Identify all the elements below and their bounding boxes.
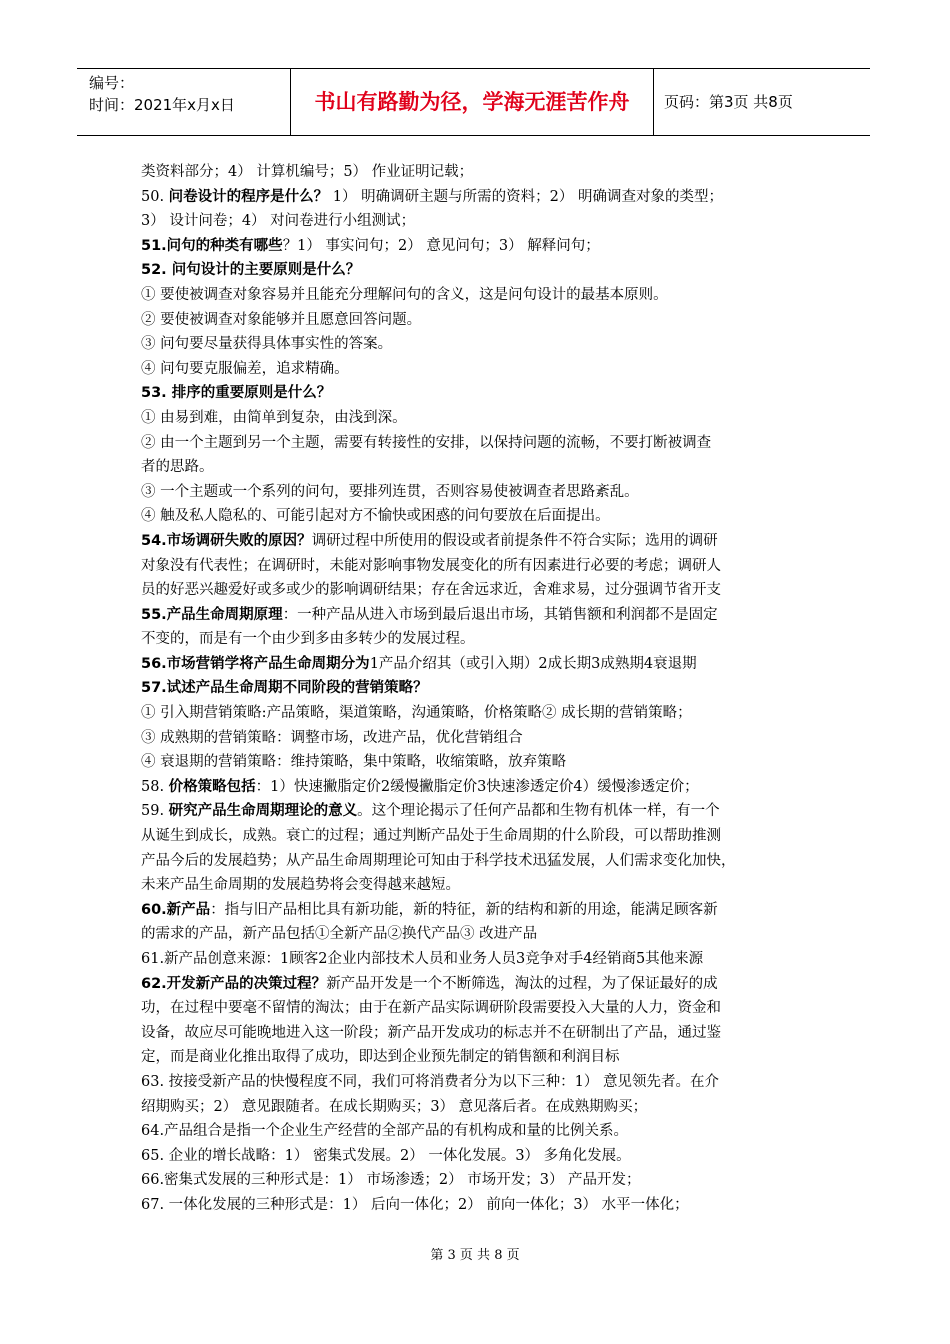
text-line [141,898,831,923]
body-text: ④ 衰退期的营销策略：维持策略，集中策略，收缩策略，放弃策略 [141,754,567,771]
body-text: 58. [141,778,169,795]
text-line [141,185,831,210]
body-text: 50. [141,188,169,205]
body-text: 66.密集式发展的三种形式是：1） 市场渗透；2） 市场开发；3） 产品开发； [141,1172,641,1189]
text-line [141,1144,831,1169]
text-line [141,529,831,554]
body-text: 65. 企业的增长战略：1） 密集式发展。2） 一体化发展。3） 多角化发展。 [141,1147,631,1164]
bold-heading: 53. 排序的重要原则是什么？ [141,385,332,402]
text-line [141,750,831,775]
bold-heading: 51.问句的种类有哪些 [141,237,283,254]
text-line [141,799,831,824]
body-text: ② 要使被调查对象能够并且愿意回答问题。 [141,311,422,328]
document-body [141,160,831,1218]
body-text: ③ 一个主题或一个系列的问句，要排列连贯，否则容易使被调查者思路紊乱。 [141,483,639,500]
body-text: 从诞生到成长，成熟。衰亡的过程；通过判断产品处于生命周期的什么阶段，可以帮助推测 [141,828,721,845]
body-text: 3） 设计问卷；4） 对问卷进行小组测试； [141,213,416,230]
body-text: ？1） 事实问句；2） 意见问句；3） 解释问句； [282,237,600,254]
text-line [141,972,831,997]
text-line [141,627,831,652]
text-line [141,1045,831,1070]
bold-heading: 价格策略包括 [168,778,256,795]
body-text: 者的思路。 [141,459,214,476]
text-line [141,308,831,333]
body-text: 调研过程中所使用的假设或者前提条件不符合实际；选用的调研 [311,532,718,549]
page-footer: 第 3 页 共 8 页 [430,1248,520,1263]
body-text: 63. 按接受新产品的快慢程度不同，我们可将消费者分为以下三种：1） 意见领先者。在介 [141,1073,719,1090]
body-text: 设备，故应尽可能晚地进入这一阶段；新产品开发成功的标志并不在研制出了产品，通过鉴 [141,1024,721,1041]
time-label: 时间：2021年x月x日 [89,96,235,114]
body-text: 67. 一体化发展的三种形式是：1） 后向一体化；2） 前向一体化；3） 水平一体化； [141,1196,689,1213]
body-text: 类资料部分；4） 计算机编号；5） 作业证明记载； [141,164,474,180]
text-line [141,1168,831,1193]
bold-heading: 研究产品生命周期理论的意义 [168,803,358,820]
header-divider [653,69,654,135]
body-text: 1） 明确调研主题与所需的资料；2） 明确调查对象的类型； [328,188,723,205]
body-text: ② 由一个主题到另一个主题，需要有转接性的安排，以保持问题的流畅，不要打断被调查 [141,434,712,451]
bold-heading: 54.市场调研失败的原因？ [141,532,312,549]
number-label: 编号： [89,74,135,92]
body-text: 。这个理论揭示了任何产品都和生物有机体一样，有一个 [357,803,720,820]
bold-heading: 56.市场营销学将产品生命周期分为 [141,655,370,672]
bold-heading: 57.试述产品生命周期不同阶段的营销策略？ [141,680,428,697]
body-text: 64.产品组合是指一个企业生产经营的全部产品的有机构成和量的比例关系。 [141,1123,629,1140]
text-line [141,357,831,382]
body-text: ：一种产品从进入市场到最后退出市场，其销售额和利润都不是固定 [282,606,718,623]
text-line [141,726,831,751]
text-line [141,947,831,972]
body-text: ① 引入期营销策略:产品策略，渠道策略，沟通策略，价格策略② 成长期的营销策略； [141,705,692,722]
page-header [77,68,870,136]
text-line [141,431,831,456]
text-line [141,258,831,283]
text-line [141,554,831,579]
text-line [141,1070,831,1095]
body-text: ① 由易到难，由简单到复杂，由浅到深。 [141,409,407,426]
text-line [141,701,831,726]
body-text: ① 要使被调查对象容易并且能充分理解问句的含义，这是问句设计的最基本原则。 [141,286,668,303]
text-line [141,849,831,874]
text-line [141,160,831,185]
body-text: 不变的，而是有一个由少到多由多转少的发展过程。 [141,631,475,648]
body-text: 定，而是商业化推出取得了成功，即达到企业预先制定的销售额和利润目标 [141,1049,620,1066]
bold-heading: 62.开发新产品的决策过程？ [141,975,327,992]
text-line [141,1095,831,1120]
header-page-code: 页码：第3页 共8页 [664,93,793,111]
text-line [141,381,831,406]
body-text: 1产品介绍其（或引入期）2成长期3成熟期4衰退期 [369,655,697,672]
body-text: 产品今后的发展趋势；从产品生命周期理论可知由于科学技术迅猛发展，人们需求变化加快， [141,852,736,869]
body-text: ：1）快速撇脂定价2缓慢撇脂定价3快速渗透定价4）缓慢渗透定价； [255,778,699,795]
body-text: 绍期购买；2） 意见跟随者。在成长期购买；3） 意见落后者。在成熟期购买； [141,1098,648,1115]
text-line [141,922,831,947]
bold-heading: 问卷设计的程序是什么？ [168,188,329,205]
body-text: 未来产品生命周期的发展趋势将会变得越来越短。 [141,877,460,894]
text-line [141,455,831,480]
text-line [141,1193,831,1218]
text-line [141,775,831,800]
body-text: 59. [141,803,169,820]
text-line [141,283,831,308]
body-text: 61.新产品创意来源：1顾客2企业内部技术人员和业务人员3竞争对手4经销商5其他来源 [141,951,704,967]
body-text: 的需求的产品，新产品包括①全新产品②换代产品③ 改进产品 [141,926,538,943]
text-line [141,824,831,849]
body-text: ③ 成熟期的营销策略：调整市场，改进产品，优化营销组合 [141,729,523,746]
text-line [141,578,831,603]
text-line [141,1119,831,1144]
header-meta [89,72,289,116]
body-text: 对象没有代表性；在调研时，未能对影响事物发展变化的所有因素进行必要的考虑；调研人 [141,557,721,574]
body-text: 员的好恶兴趣爱好或多或少的影响调研结果；存在舍远求近，舍难求易，过分强调节省开支 [141,582,721,599]
body-text: ③ 问句要尽量获得具体事实性的答案。 [141,336,393,353]
text-line [141,1021,831,1046]
bold-heading: 55.产品生命周期原理 [141,606,283,623]
text-line [141,504,831,529]
text-line [141,406,831,431]
body-text: ：指与旧产品相比具有新功能，新的特征，新的结构和新的用途，能满足顾客新 [210,901,718,918]
header-motto: 书山有路勤为径，学海无涯苦作舟 [314,90,630,114]
text-line [141,209,831,234]
text-line [141,873,831,898]
text-line [141,480,831,505]
text-line [141,332,831,357]
text-line [141,996,831,1021]
bold-heading: 52. 问句设计的主要原则是什么？ [141,262,361,279]
bold-heading: 60.新产品 [141,901,211,918]
text-line [141,234,831,259]
body-text: 新产品开发是一个不断筛选，淘汰的过程，为了保证最好的成 [326,975,718,992]
body-text: 功，在过程中要毫不留情的淘汰；由于在新产品实际调研阶段需要投入大量的人力，资金和 [141,1000,721,1017]
text-line [141,603,831,628]
body-text: ④ 问句要克服偏差，追求精确。 [141,360,349,377]
text-line [141,676,831,701]
text-line [141,652,831,677]
body-text: ④ 触及私人隐私的、可能引起对方不愉快或困惑的问句要放在后面提出。 [141,508,610,525]
